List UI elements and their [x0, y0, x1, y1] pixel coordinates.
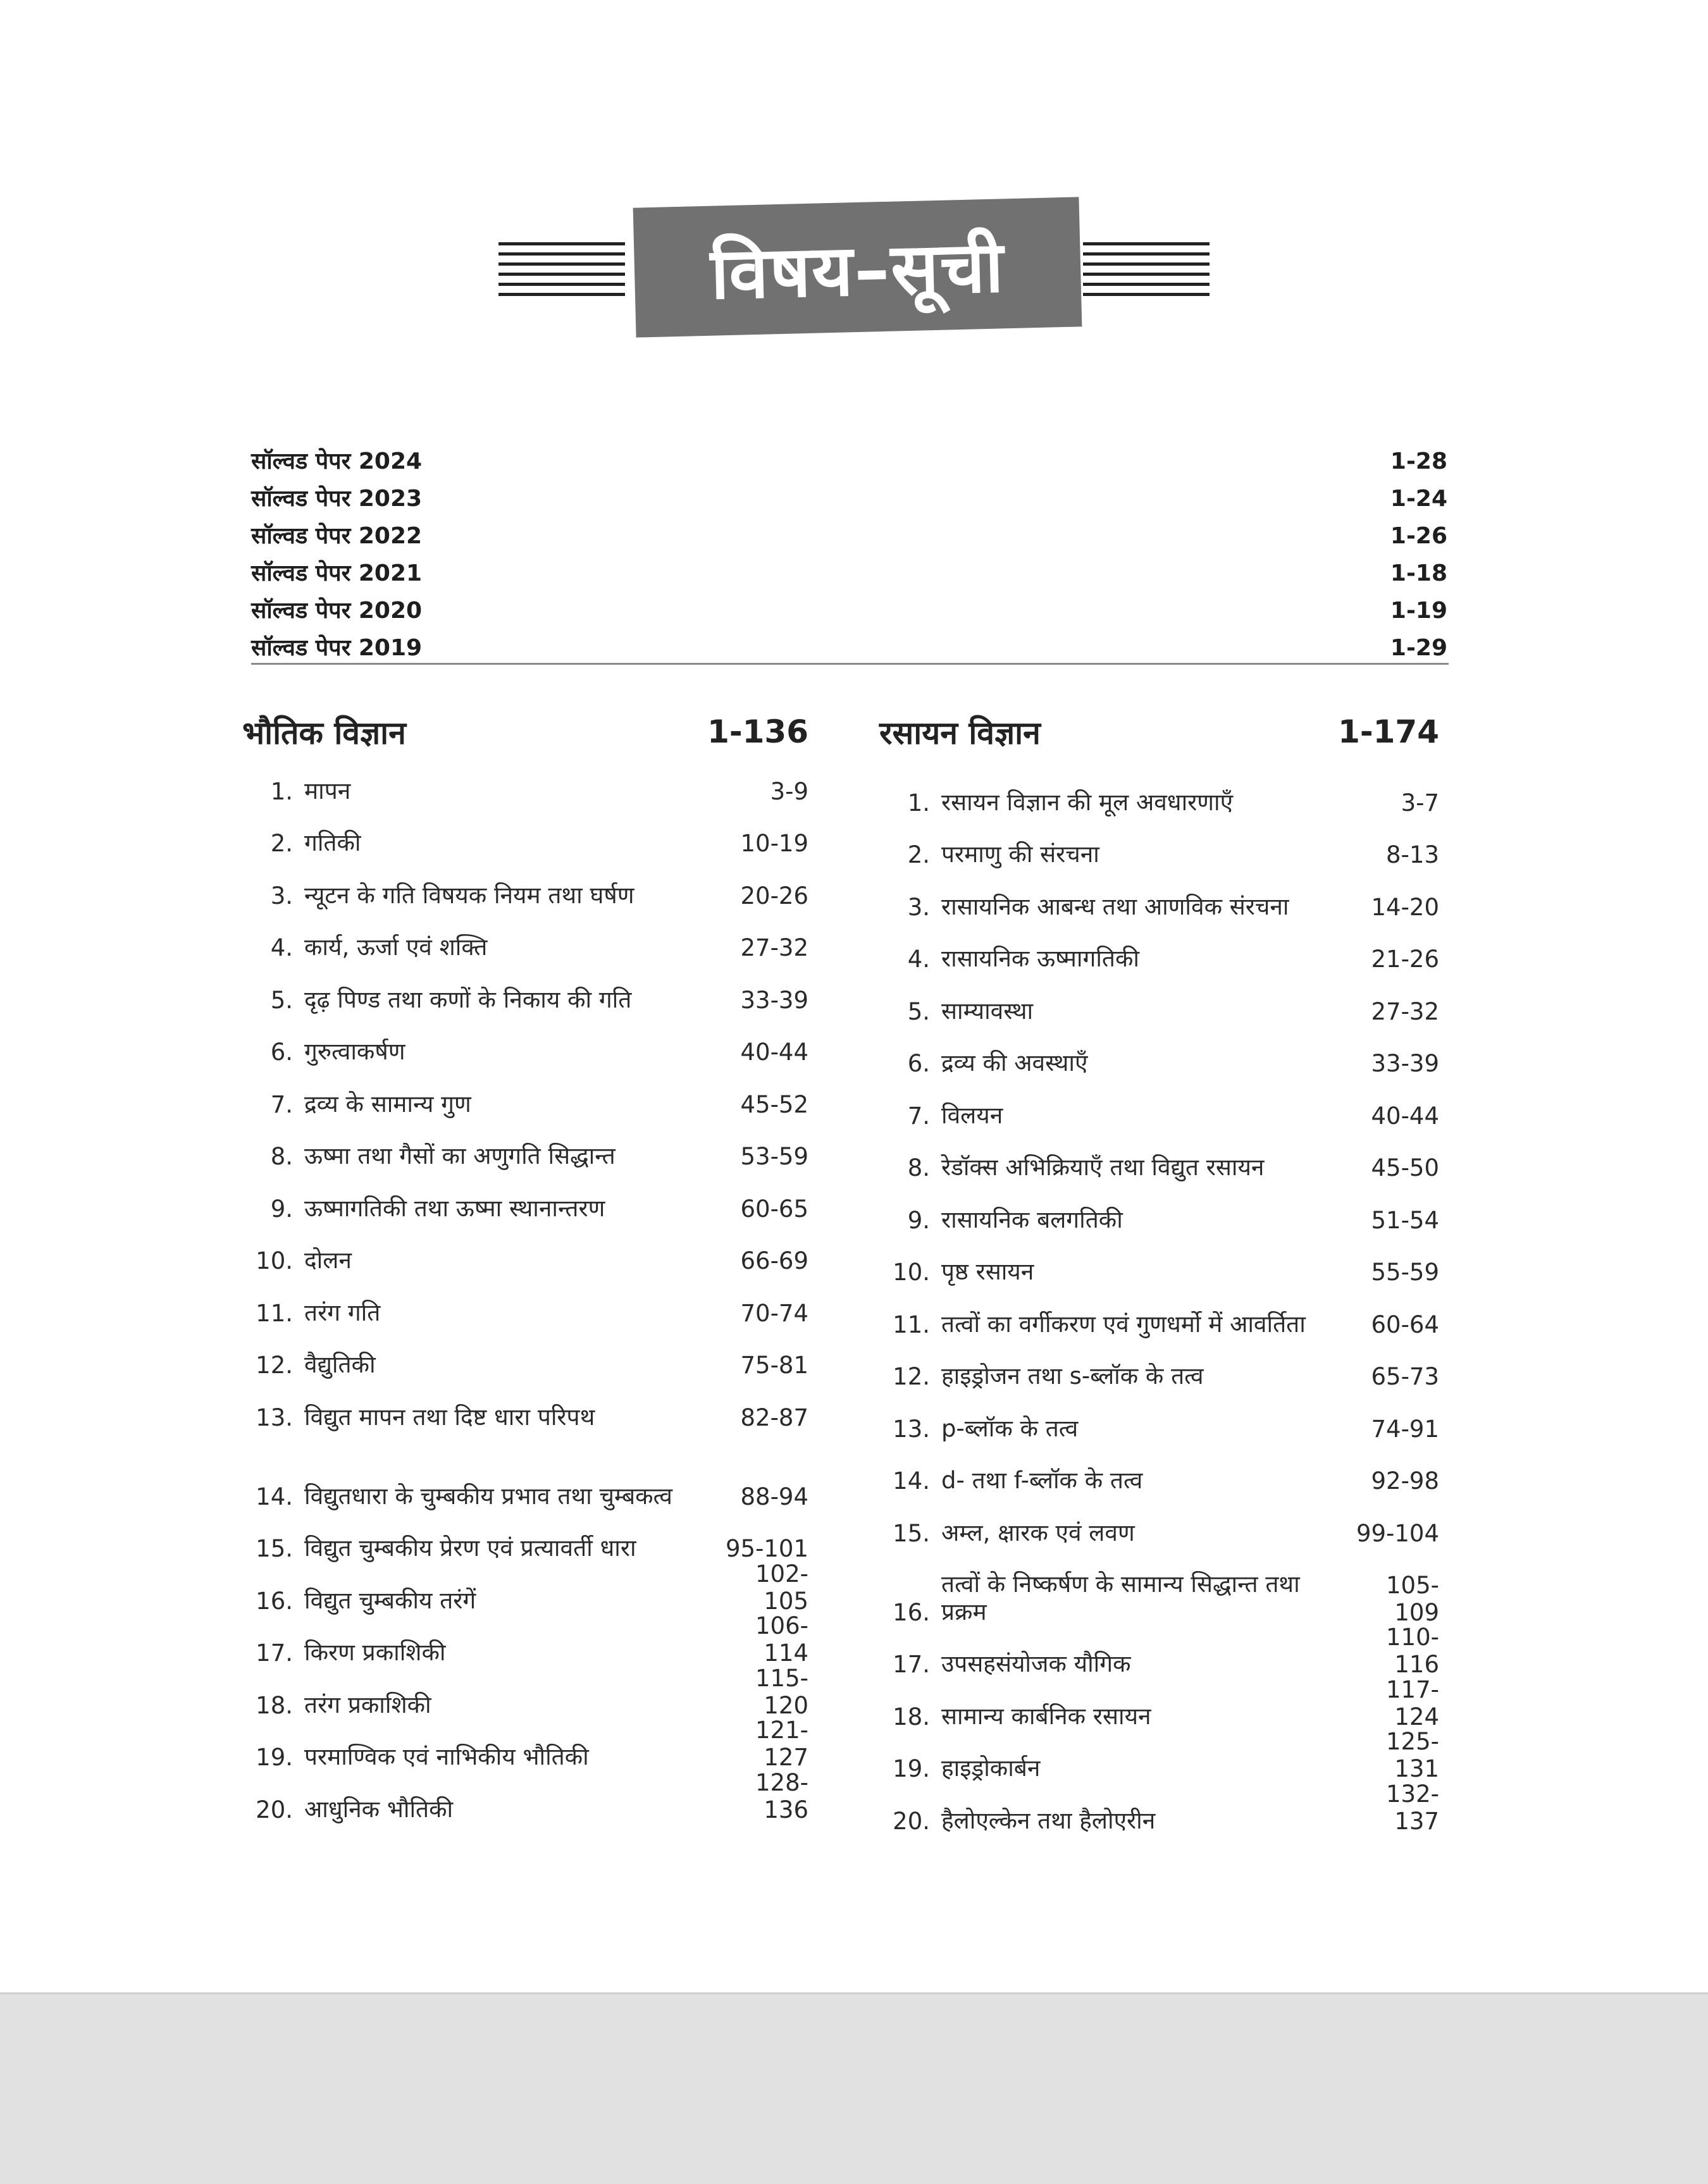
- chapter-name: न्यूटन के गति विषयक नियम तथा घर्षण: [304, 881, 634, 909]
- chapter-pages: 60-64: [1371, 1311, 1439, 1338]
- chapter-pages: 45-50: [1371, 1154, 1439, 1181]
- chapter-name: पृष्ठ रसायन: [941, 1258, 1034, 1285]
- physics-chapter-list: [242, 760, 808, 1831]
- chapter-name: गतिकी: [304, 829, 361, 856]
- solved-paper-label: सॉल्वड पेपर 2023: [251, 486, 423, 512]
- chapter-number: 15.: [893, 1519, 930, 1547]
- chapter-row[interactable]: [879, 1189, 1439, 1242]
- chapter-row[interactable]: [879, 1555, 1439, 1634]
- chapter-number: 13.: [893, 1415, 930, 1443]
- chapter-name: उपसहसंयोजक यौगिक: [941, 1650, 1131, 1677]
- chapter-row[interactable]: [879, 1502, 1439, 1555]
- chapter-number: 7.: [907, 1102, 930, 1130]
- chapter-number: 17.: [256, 1639, 293, 1667]
- chapter-pages: 106-114: [755, 1612, 808, 1667]
- chapter-pages: 55-59: [1371, 1259, 1439, 1286]
- chapter-row[interactable]: [879, 1293, 1439, 1346]
- solved-paper-label: सॉल्वड पेपर 2024: [251, 448, 423, 474]
- chapter-pages: 45-52: [740, 1090, 808, 1118]
- chapter-name: तरंग प्रकाशिकी: [304, 1691, 431, 1718]
- chapter-row[interactable]: [242, 1768, 808, 1831]
- chapter-row[interactable]: [879, 1242, 1439, 1294]
- chapter-number: 17.: [893, 1651, 930, 1678]
- chapter-row[interactable]: [879, 1780, 1439, 1842]
- chemistry-section: [879, 703, 1439, 1842]
- chapter-name: विद्युतधारा के चुम्बकीय प्रभाव तथा चुम्बकत्व: [304, 1482, 672, 1510]
- chapter-name: दृढ़ पिण्ड तथा कणों के निकाय की गति: [304, 985, 632, 1013]
- chapter-pages: 65-73: [1371, 1363, 1439, 1390]
- chapter-pages: 40-44: [740, 1039, 808, 1066]
- chapter-pages: 33-39: [740, 986, 808, 1014]
- chapter-pages: 3-9: [770, 777, 808, 805]
- chapter-number: 8.: [270, 1143, 293, 1170]
- chapter-name: हाइड्रोकार्बन: [941, 1755, 1041, 1782]
- chapter-number: 9.: [907, 1206, 930, 1234]
- chapter-row[interactable]: [242, 1439, 808, 1518]
- chapter-number: 12.: [256, 1352, 293, 1379]
- chapter-pages: 14-20: [1371, 893, 1439, 921]
- chapter-row[interactable]: [242, 1230, 808, 1283]
- solved-paper-label: सॉल्वड पेपर 2021: [251, 560, 423, 586]
- chapter-pages: 82-87: [740, 1404, 808, 1431]
- solved-papers-list: [251, 443, 1449, 667]
- chapter-pages: 10-19: [740, 830, 808, 857]
- chapter-number: 18.: [893, 1703, 930, 1731]
- chapter-name: p-ब्लॉक के तत्व: [941, 1414, 1079, 1442]
- chapter-pages: 40-44: [1371, 1102, 1439, 1130]
- chapter-pages: 121-127: [755, 1717, 808, 1771]
- chapter-name: तरंग गति: [304, 1299, 381, 1326]
- chapter-name: विलयन: [941, 1101, 1003, 1129]
- chapter-name: आधुनिक भौतिकी: [304, 1795, 454, 1823]
- chapter-row[interactable]: [879, 1137, 1439, 1190]
- chapter-number: 9.: [270, 1195, 293, 1223]
- chapter-row[interactable]: [242, 917, 808, 970]
- chapter-row[interactable]: [879, 980, 1439, 1033]
- chapter-pages: 99-104: [1356, 1519, 1439, 1547]
- chapter-number: 19.: [893, 1755, 930, 1782]
- chapter-name: वैद्युतिकी: [304, 1351, 376, 1378]
- chemistry-range: 1-174: [1338, 713, 1439, 750]
- page-title: विषय–सूची: [709, 226, 1006, 316]
- chapter-row[interactable]: [242, 760, 808, 813]
- solved-paper-row[interactable]: [251, 480, 1449, 517]
- chapter-row[interactable]: [879, 1085, 1439, 1137]
- title-stripes-right: [1083, 242, 1210, 299]
- physics-section: [242, 703, 808, 1831]
- chapter-number: 7.: [270, 1090, 293, 1118]
- chapter-row[interactable]: [879, 876, 1439, 929]
- chapter-name: दोलन: [304, 1247, 352, 1274]
- chapter-name: d- तथा f-ब्लॉक के तत्व: [941, 1467, 1143, 1494]
- chapter-name: किरण प्रकाशिकी: [304, 1639, 446, 1666]
- physics-title: भौतिक विज्ञान: [242, 715, 406, 751]
- chapter-pages: 128-136: [755, 1768, 808, 1823]
- chapter-name: द्रव्य की अवस्थाएँ: [941, 1049, 1088, 1077]
- chapter-name: सामान्य कार्बनिक रसायन: [941, 1702, 1151, 1730]
- chapter-number: 18.: [256, 1691, 293, 1719]
- chapter-name: हैलोएल्केन तथा हैलोएरीन: [941, 1806, 1156, 1834]
- solved-paper-label: सॉल्वड पेपर 2022: [251, 523, 423, 549]
- chapter-number: 14.: [893, 1467, 930, 1495]
- chapter-pages: 75-81: [740, 1352, 808, 1379]
- chapter-row[interactable]: [879, 1346, 1439, 1398]
- chapter-name: तत्वों के निष्कर्षण के सामान्य सिद्धान्त तथा प्रक्रम: [941, 1570, 1300, 1626]
- chapter-name: ऊष्मा तथा गैसों का अणुगति सिद्धान्त: [304, 1142, 616, 1169]
- chapter-pages: 105-109: [1386, 1571, 1439, 1626]
- chapter-number: 16.: [256, 1587, 293, 1615]
- solved-paper-row[interactable]: [251, 517, 1449, 555]
- chapter-pages: 27-32: [740, 934, 808, 961]
- chapter-row[interactable]: [242, 865, 808, 917]
- chapter-name: विद्युत चुम्बकीय तरंगें: [304, 1586, 476, 1614]
- title-banner: [633, 197, 1082, 337]
- chapter-name: रसायन विज्ञान की मूल अवधारणाएँ: [941, 788, 1234, 816]
- chapter-pages: 66-69: [740, 1247, 808, 1274]
- chapter-number: 14.: [256, 1483, 293, 1510]
- chapter-row[interactable]: [242, 1073, 808, 1126]
- chapter-pages: 70-74: [740, 1299, 808, 1327]
- chapter-pages: 51-54: [1371, 1206, 1439, 1234]
- chapter-row[interactable]: [242, 1335, 808, 1387]
- section-divider: [251, 663, 1449, 665]
- solved-paper-pages: 1-29: [1390, 635, 1447, 661]
- chapter-name: गुरुत्वाकर्षण: [304, 1038, 405, 1065]
- chapter-number: 2.: [907, 841, 930, 868]
- chapter-name: तत्वों का वर्गीकरण एवं गुणधर्मो में आवर्तिता: [941, 1310, 1306, 1338]
- chapter-number: 4.: [270, 934, 293, 961]
- chapter-row[interactable]: [879, 1450, 1439, 1503]
- chapter-number: 8.: [907, 1154, 930, 1181]
- chapter-pages: 21-26: [1371, 946, 1439, 973]
- chapter-pages: 115-120: [755, 1664, 808, 1719]
- chapter-row[interactable]: [242, 969, 808, 1021]
- solved-paper-row[interactable]: [251, 592, 1449, 629]
- chapter-pages: 95-101: [725, 1535, 808, 1562]
- chapter-number: 10.: [256, 1247, 293, 1274]
- chapter-row[interactable]: [879, 1398, 1439, 1450]
- chapter-name: रेडॉक्स अभिक्रियाएँ तथा विद्युत रसायन: [941, 1154, 1265, 1181]
- chapter-pages: 33-39: [1371, 1050, 1439, 1077]
- chapter-pages: 53-59: [740, 1143, 808, 1170]
- chapter-pages: 102-105: [755, 1560, 808, 1615]
- solved-paper-label: सॉल्वड पेपर 2020: [251, 598, 423, 624]
- chapter-pages: 8-13: [1386, 841, 1439, 868]
- chapter-number: 1.: [270, 777, 293, 805]
- chapter-row[interactable]: [879, 824, 1439, 877]
- solved-paper-pages: 1-26: [1390, 523, 1447, 549]
- chapter-row[interactable]: [879, 1033, 1439, 1085]
- solved-paper-label: सॉल्वड पेपर 2019: [251, 635, 423, 661]
- solved-paper-row[interactable]: [251, 629, 1449, 667]
- chapter-number: 3.: [907, 893, 930, 921]
- chapter-pages: 20-26: [740, 882, 808, 910]
- solved-paper-row[interactable]: [251, 555, 1449, 592]
- chapter-name: विद्युत मापन तथा दिष्ट धारा परिपथ: [304, 1403, 595, 1431]
- chapter-number: 12.: [893, 1363, 930, 1390]
- chapter-number: 13.: [256, 1404, 293, 1431]
- chapter-name: परमाणु की संरचना: [941, 841, 1099, 868]
- chapter-number: 11.: [893, 1311, 930, 1338]
- bottom-margin-band: [0, 1992, 1708, 2184]
- solved-paper-pages: 1-19: [1390, 598, 1447, 624]
- chapter-name: रासायनिक ऊष्मागतिकी: [941, 945, 1140, 972]
- chapter-number: 19.: [256, 1744, 293, 1771]
- chapter-number: 4.: [907, 946, 930, 973]
- chapter-row[interactable]: [242, 1021, 808, 1074]
- chapter-number: 10.: [893, 1259, 930, 1286]
- chapter-name: साम्यावस्था: [941, 997, 1034, 1025]
- chemistry-chapter-list: [879, 772, 1439, 1842]
- chapter-pages: 3-7: [1401, 789, 1439, 817]
- chapter-number: 2.: [270, 830, 293, 857]
- chapter-number: 15.: [256, 1535, 293, 1562]
- chemistry-title: रसायन विज्ञान: [879, 715, 1041, 751]
- chapter-row[interactable]: [242, 1178, 808, 1230]
- chapter-row[interactable]: [242, 1126, 808, 1178]
- chapter-pages: 88-94: [740, 1483, 808, 1510]
- chapter-pages: 132-137: [1386, 1780, 1439, 1835]
- chapter-row[interactable]: [242, 1282, 808, 1335]
- chapter-row[interactable]: [879, 772, 1439, 824]
- chapter-pages: 60-65: [740, 1195, 808, 1223]
- chapter-name: विद्युत चुम्बकीय प्रेरण एवं प्रत्यावर्ती धारा: [304, 1534, 636, 1562]
- solved-paper-pages: 1-24: [1390, 486, 1447, 512]
- chapter-number: 20.: [256, 1796, 293, 1823]
- chapter-name: परमाण्विक एवं नाभिकीय भौतिकी: [304, 1743, 589, 1770]
- chapter-name: मापन: [304, 777, 351, 805]
- chapter-name: द्रव्य के सामान्य गुण: [304, 1090, 471, 1118]
- chapter-number: 5.: [907, 997, 930, 1025]
- chapter-name: ऊष्मागतिकी तथा ऊष्मा स्थानान्तरण: [304, 1194, 605, 1222]
- chapter-row[interactable]: [879, 929, 1439, 981]
- chapter-pages: 27-32: [1371, 997, 1439, 1025]
- chapter-pages: 92-98: [1371, 1467, 1439, 1495]
- chapter-number: 3.: [270, 882, 293, 910]
- physics-header: [242, 703, 808, 760]
- chapter-row[interactable]: [242, 813, 808, 865]
- chapter-pages: 110-116: [1386, 1624, 1439, 1678]
- chapter-name: अम्ल, क्षारक एवं लवण: [941, 1519, 1135, 1546]
- chapter-pages: 117-124: [1386, 1675, 1439, 1731]
- chapter-number: 16.: [893, 1598, 930, 1626]
- chapter-name: हाइड्रोजन तथा s-ब्लॉक के तत्व: [941, 1362, 1204, 1390]
- title-stripes-left: [498, 242, 625, 299]
- chapter-number: 20.: [893, 1807, 930, 1835]
- chapter-number: 1.: [907, 789, 930, 817]
- chapter-row[interactable]: [242, 1386, 808, 1439]
- chapter-number: 5.: [270, 986, 293, 1014]
- chapter-pages: 125-131: [1386, 1728, 1439, 1782]
- chapter-name: कार्य, ऊर्जा एवं शक्ति: [304, 934, 488, 961]
- chemistry-header: [879, 703, 1439, 760]
- chapter-number: 6.: [270, 1039, 293, 1066]
- solved-paper-pages: 1-18: [1390, 560, 1447, 586]
- solved-paper-row[interactable]: [251, 443, 1449, 480]
- physics-range: 1-136: [707, 713, 808, 750]
- chapter-number: 6.: [907, 1050, 930, 1077]
- chapter-name: रासायनिक आबन्ध तथा आणविक संरचना: [941, 892, 1289, 920]
- chapter-number: 11.: [256, 1299, 293, 1327]
- chapter-pages: 74-91: [1371, 1415, 1439, 1443]
- chapter-name: रासायनिक बलगतिकी: [941, 1206, 1123, 1233]
- solved-paper-pages: 1-28: [1390, 448, 1447, 474]
